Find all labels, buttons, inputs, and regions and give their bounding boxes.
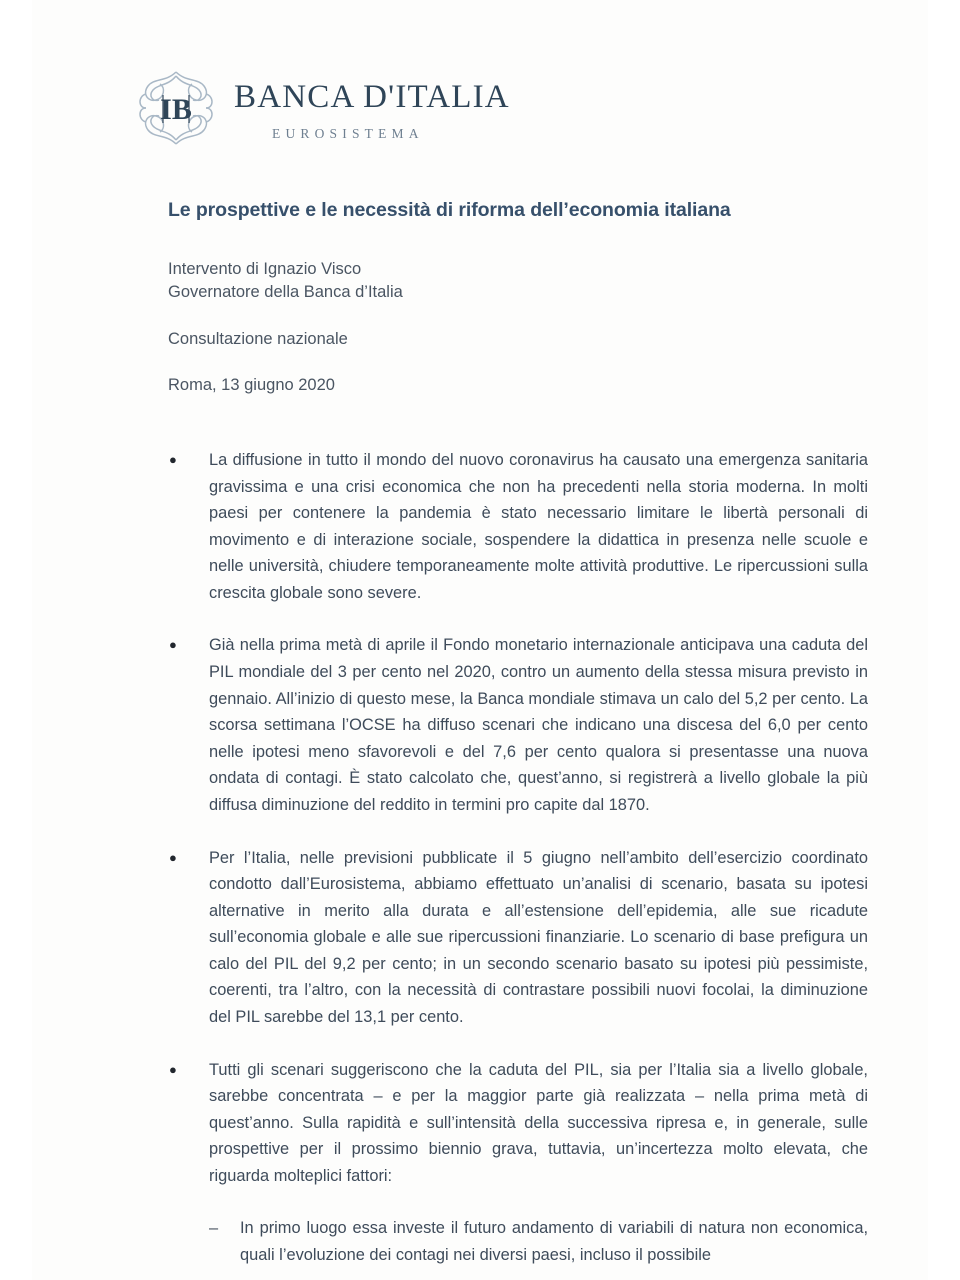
- monogram-letters: IB: [160, 93, 192, 126]
- list-item: [168, 845, 868, 1031]
- list-item: [168, 1057, 868, 1190]
- banca-ditalia-monogram-icon: [132, 62, 220, 154]
- sub-list-item: [208, 1215, 868, 1268]
- bullet-dot-icon: ●: [169, 452, 177, 467]
- document-body: [168, 447, 868, 1280]
- list-item-text: Tutti gli scenari suggeriscono che la caduta del PIL, sia per l’Italia sia a livello globale, sarebbe concentrata – e per la maggior parte già realizzata – nella prima metà di quest’anno. Sulla rapidità e sull’intensità della successiva ripresa e, in generale, sulle prospettive per il prossimo biennio grava, tuttavia, un’incertezza molto elevata, che riguarda molteplici fattori:: [209, 1060, 868, 1185]
- speaker-name: Intervento di Ignazio Visco: [168, 260, 362, 278]
- bullet-dot-icon: ●: [169, 849, 177, 865]
- place-and-date: Roma, 13 giugno 2020: [168, 376, 335, 395]
- list-item: [168, 447, 868, 606]
- list-item-text: Per l’Italia, nelle previsioni pubblicate il 5 giugno nell’ambito dell’esercizio coordinato condotto dall’Eurosistema, abbiamo effettuato un’analisi di scenario, basata su ipotesi alternative in merito alla durata e all’estensione dell’epidemia, alle sue ricadute sull’economia globale e alle sue ripercussioni finanziarie. Lo scenario di base prefigura un calo del PIL del 9,2 per cento; in un secondo scenario basato su ipotesi più pessimiste, coerenti, tra l’altro, con la necessità di contrastare possibili nuovi focolai, la diminuzione del PIL sarebbe del 13,1 per cento.: [209, 848, 868, 1026]
- list-item-text: La diffusione in tutto il mondo del nuovo coronavirus ha causato una emergenza sanitaria gravissima e una crisi economica che non ha precedenti nella storia moderna. In molti paesi per contenere la pandemia è stato necessario limitare le libertà personali di movimento e di interazione sociale, sospendere la didattica in presenza nelle scuole e nelle università, chiudere temporaneamente molte attività produttive. Le ripercussioni sulla crescita globale sono severe.: [209, 451, 868, 602]
- bank-masthead: [132, 62, 510, 154]
- list-item-text: Già nella prima metà di aprile il Fondo monetario internazionale anticipava una caduta del PIL mondiale del 3 per cento nel 2020, contro un aumento della stessa misura previsto in gennaio. All’inizio di questo mese, la Banca mondiale stimava un calo del 5,2 per cento. La scorsa settimana l’OCSE ha diffuso scenari che indicano una discesa del 6,0 per cento nelle ipotesi meno sfavorevoli e del 7,6 per cento qualora si presentasse una nuova ondata di contagi. È stato calcolato che, quest’anno, si registrerà a livello globale la più diffusa diminuzione del reddito in termini pro capite dal 1870.: [209, 636, 868, 814]
- document-meta: [168, 258, 808, 398]
- document-page: [32, 0, 928, 1280]
- bank-name: BANCA D'ITALIA: [234, 78, 510, 115]
- sub-list: [168, 1215, 868, 1268]
- bullet-dot-icon: ●: [169, 637, 177, 653]
- page-title: Le prospettive e le necessità di riforma dell’economia italiana: [168, 199, 731, 221]
- bullet-dash-icon: –: [209, 1219, 219, 1238]
- wordmark: [234, 75, 510, 142]
- bullet-dot-icon: ●: [169, 1061, 177, 1077]
- speaker-block: [168, 258, 808, 305]
- occasion: Consultazione nazionale: [168, 329, 348, 348]
- speaker-role: Governatore della Banca d’Italia: [168, 283, 403, 302]
- sub-list-item-text: In primo luogo essa investe il futuro andamento di variabili di natura non economica, quali l’evoluzione dei contagi nei diversi paesi, incluso il possibile: [240, 1219, 868, 1265]
- list-item: [168, 632, 868, 818]
- eurosistema-label: EUROSISTEMA: [272, 125, 424, 141]
